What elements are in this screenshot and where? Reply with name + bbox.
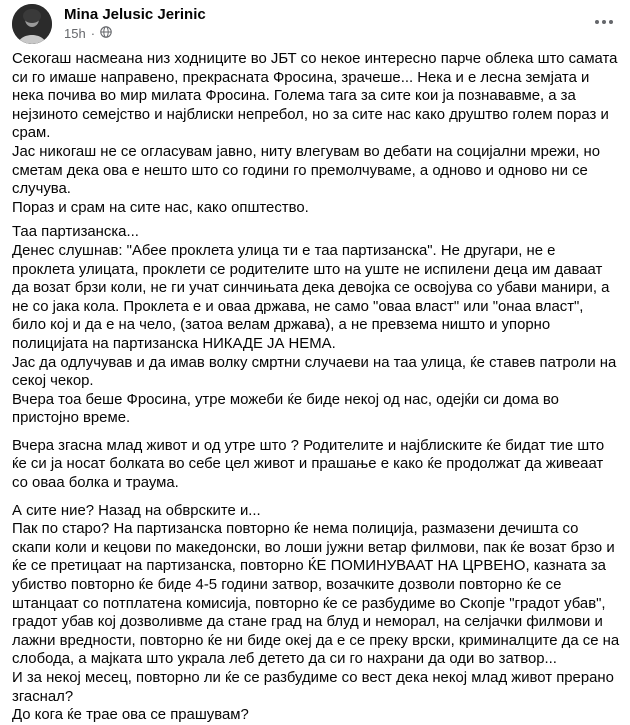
post-paragraph: Јас никогаш не се огласувам јавно, ниту влегувам во дебати на социјални мрежи, но сметам дека ова е нешто што со години го премолчуваме, а одново и одново ни се случува. bbox=[12, 143, 601, 198]
post-body bbox=[12, 50, 620, 725]
post-paragraph: До кога ќе трае ова се прашувам? bbox=[12, 707, 249, 724]
post-paragraph: Вчера згасна млад живот и од утре што ? Родителите и најблиските ќе бидат тие што ќе си ја носат болката во себе цел живот и прашање е како ќе продолжат да живеаат со оваа болка и траума. bbox=[12, 437, 605, 492]
post-paragraph: Таа партизанска... bbox=[12, 224, 139, 241]
post-paragraph: Секогаш насмеана низ ходниците во ЈБТ со некое интересно парче облека што самата си го имаше направено, прекрасната Фросина, зрачеше... Нека и е лесна земјата и нека почива во мир милата Фросина. Голема тага за сите кои ја познававме, а за нејзиното семејство и најблиски непребол, но за сите нас како друштво голем пораз и срам. bbox=[12, 51, 618, 142]
globe-icon[interactable] bbox=[100, 26, 112, 41]
post-header bbox=[12, 4, 618, 44]
author-avatar[interactable] bbox=[12, 4, 52, 44]
post-paragraph: Пак по старо? На партизанска повторно ќе нема полиција, размазени дечишта со скапи коли и кецови по македонски, во лоши јужни ветар филмови, пак ќе возат брзо и ќе се претицаат на партизанска, повторно ЌЕ ПОМИНУВААТ НА ЦРВЕНО, казната за убиство повторно ќе биде 4-5 години затвор, возачките дозволи повторно ќе се штанцаат со потплатена комисија, повторно ќе се разбудиме во Скопје "градот убав", градот убав кој дозволивме да стане град на блуд и неморал, на селјачки филмови и лажни вредности, повторно ќе ни биде океј да е се преку врски, криминалците да се на слобода, а мајката што украла леб детето да си го нахрани да оди во затвор... bbox=[12, 521, 620, 668]
more-options-icon[interactable] bbox=[590, 10, 618, 34]
post-paragraph: Вчера тоа беше Фросина, утре можеби ќе биде некој од нас, одејќи си дома во пристојно време. bbox=[12, 391, 559, 427]
paragraph-gap bbox=[12, 428, 620, 437]
post-timestamp[interactable]: 15h bbox=[64, 26, 86, 41]
post-paragraph: Денес слушнав: "Абее проклета улица ти е таа партизанска". Не другари, не е проклета улицата, проклети се родителите што на уште не испилени деца им даваат да возат брзи коли, не ги учат синчињата дека девојка се освојува со убави манири, а не со јака кола. Проклета е и оваа држава, не само "оваа власт" или "онаа власт", било кој и да е на чело, (затоа велам држава), а не превзема ништо и упорно полицијата на партизанска НИКАДЕ ЈА НЕМА. bbox=[12, 242, 610, 352]
post-paragraph: И за некој месец, повторно ли ќе се разбудиме со вест дека некој млад живот прерано згаснал? bbox=[12, 670, 614, 705]
meta-separator: · bbox=[90, 26, 96, 41]
post-paragraph: А сите ние? Назад на обврските и... bbox=[12, 502, 261, 519]
post-meta bbox=[64, 26, 112, 41]
paragraph-gap bbox=[12, 493, 620, 502]
post-paragraph: Пораз и срам на сите нас, како општество. bbox=[12, 199, 309, 216]
author-name[interactable]: Mina Jelusic Jerinic bbox=[64, 6, 206, 23]
avatar-image bbox=[12, 4, 52, 44]
post-paragraph: Јас да одлучував и да имав волку смртни случаеви на таа улица, ќе ставев патроли на секој чекор. bbox=[12, 354, 617, 390]
